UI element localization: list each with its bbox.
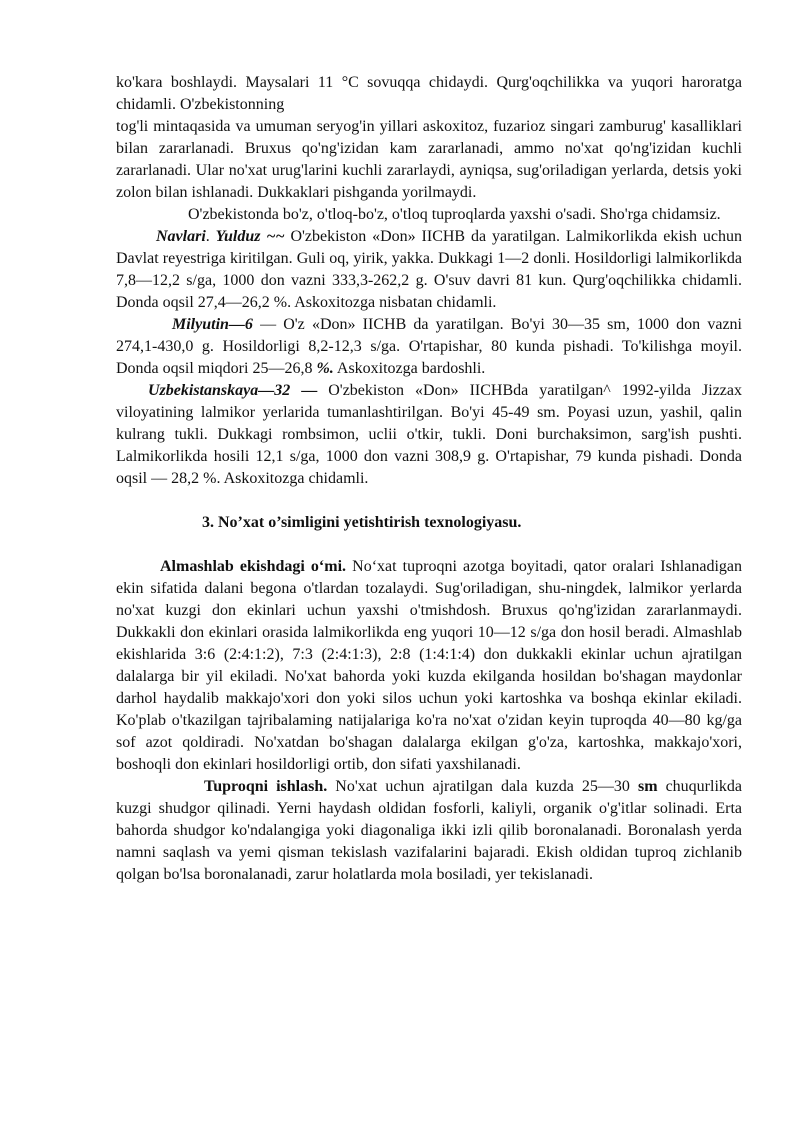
paragraph-soil-tillage (116, 776, 742, 886)
paragraph-variety-uzbekistanskaya (116, 380, 742, 490)
crop-rotation-title: Almashlab ekishdagi o‘mi. (160, 558, 347, 575)
soil-tillage-title: Tuproqni ishlash. (204, 778, 328, 795)
paragraph-variety-milyutin (116, 314, 742, 380)
variety-percent-milyutin: %. (316, 360, 334, 377)
variety-name-milyutin: Milyutin—6 (172, 316, 253, 333)
soil-tillage-unit: sm (637, 778, 658, 795)
soil-tillage-text-b: chuqurlikda kuzgi shudgor qilinadi. Yerni haydash oldidan fosforli, kaliyli, organik o'g'itlar solinadi. Erta bahorda shudgor ko'ndalangiga yoki diagonaliga ikki izli qilib boronalanadi. Boronalash yerda namni saqlash va yemi qisman tekislash vazifalarini bajaradi. Ekish oldidan tuproq zichlanib qolgan bo'lsa boronalanadi, zarur holatlarda mola bosiladi, yer tekislanadi. (116, 778, 743, 883)
varieties-label-dot: . (205, 228, 216, 245)
variety-text-milyutin-b: Askoxitozga bardoshli. (333, 360, 486, 377)
variety-name-uzbekistanskaya: Uzbekistanskaya—32 (148, 382, 291, 399)
paragraph-diseases (116, 116, 742, 204)
paragraph-intro-line (116, 72, 742, 116)
document-page (116, 72, 742, 886)
varieties-label: Navlari (156, 228, 206, 245)
soil-tillage-text-a: No'xat uchun ajratilgan dala kuzda 25—30 (327, 778, 638, 795)
variety-name-yulduz: Yulduz ~~ (215, 228, 285, 245)
paragraph-soils (116, 204, 742, 226)
paragraph-intro-text: ko'kara boshlaydi. Maysalari 11 °C sovuqqa chidaydi. Qurg'oqchilikka va yuqori haroratga chidamli. O'zbekistonning (116, 74, 742, 113)
paragraph-crop-rotation (116, 556, 742, 776)
variety-text-yulduz: O'zbekiston «Don» IICHB da yaratilgan. Lalmikorlikda ekish uchun Davlat reyestriga kiritilgan. Guli oq, yirik, yakka. Dukkagi 1—2 donli. Hosildorligi lalmikorlikda 7,8—12,2 s/ga, 1000 don vazni 333,3-262,2 g. O'suv davri 81 kun. Qurg'oqchilikka chidamli. Donda oqsil 27,4—26,2 %. Askoxitozga nisbatan chidamli. (116, 228, 743, 311)
variety-text-uzbekistanskaya: O'zbekiston «Don» IICHBda yaratilgan^ 1992-yilda Jizzax viloyatining lalmikor yerlarida tumanlashtirilgan. Bo'yi 45-49 sm. Poyasi uzun, yashil, qalin kulrang tukli. Dukkagi rombsimon, uclii o'tkir, tukli. Doni burchaksimon, sarg'ish pushti. Lalmikorlikda hosili 12,1 s/ga, 1000 don vazni 308,9 g. O'rtapishar, 79 kunda pishadi. Donda oqsil — 28,2 %. Askoxitozga chidamli. (116, 382, 743, 487)
paragraph-variety-yulduz (116, 226, 742, 314)
paragraph-soils-text: O'zbekistonda bo'z, o'tloq-bo'z, o'tloq tuproqlarda yaxshi o'sadi. Sho'rga chidamsiz. (188, 206, 721, 223)
variety-dash-uzbekistanskaya: — (290, 382, 318, 399)
paragraph-diseases-text: tog'li mintaqasida va umuman seryog'in yillari askoxitoz, fuzarioz singari zamburug' kasalliklari bilan zararlanadi. Bruxus qo'ng'izidan kam zararlanadi, ammo no'xat qo'ng'izidan kuchli zararlanadi. Ular no'xat urug'larini kuchli zararlaydi, ayniqsa, sug'oriladigan yerlarda, detsis yoki zolon bilan ishlanadi. Dukkaklari pishganda yorilmaydi. (116, 118, 742, 201)
crop-rotation-text: No‘xat tuproqni azotga boyitadi, qator oralari Ishlanadigan ekin sifatida dalani begona o'tlardan tozalaydi. Sug'oriladigan, shu-ningdek, lalmikor yerlarda no'xat kuzgi don ekinlari uchun yaxshi o'tmishdosh. Bruxus qo'ng'izidan zararlanmaydi. Dukkakli don ekinlari orasida lalmikorlikda eng yuqori 10—12 s/ga don hosil beradi. Almashlab ekishlarida 3:6 (2:4:1:2), 7:3 (2:4:1:3), 2:8 (1:4:1:4) don dukkakli ekinlar uchun ajratilgan dalalarga bir yil ekiladi. No'xat bahorda yoki kuzda ekilganda hosildan bo'shagan maydonlar darhol haydalib makkajo'xori don yoki silos uchun yoki kartoshka va boshqa ekinlar ekiladi. Ko'plab o'tkazilgan tajribalaming natijalariga ko'ra no'xat o'zidan keyin tuproqda 40—80 kg/ga sof azot qoldiradi. No'xatdan bo'shagan dalalarga ekilgan g'o'za, kartoshka, makkajo'xori, boshoqli don ekinlari hosildorligi ortib, don sifati yaxshilanadi. (116, 558, 742, 773)
variety-text-milyutin-a: — O'z «Don» IICHB da yaratilgan. Bo'yi 30—35 sm, 1000 don vazni 274,1-430,0 g. Hosildorligi 8,2-12,3 s/ga. O'rtapishar, 80 kunda pishadi. To'kilishga moyil. Donda oqsil miqdori 25—26,8 (116, 316, 742, 377)
section-heading: 3. No’xat o’simligini yetishtirish texnologiyasu. (202, 514, 522, 531)
